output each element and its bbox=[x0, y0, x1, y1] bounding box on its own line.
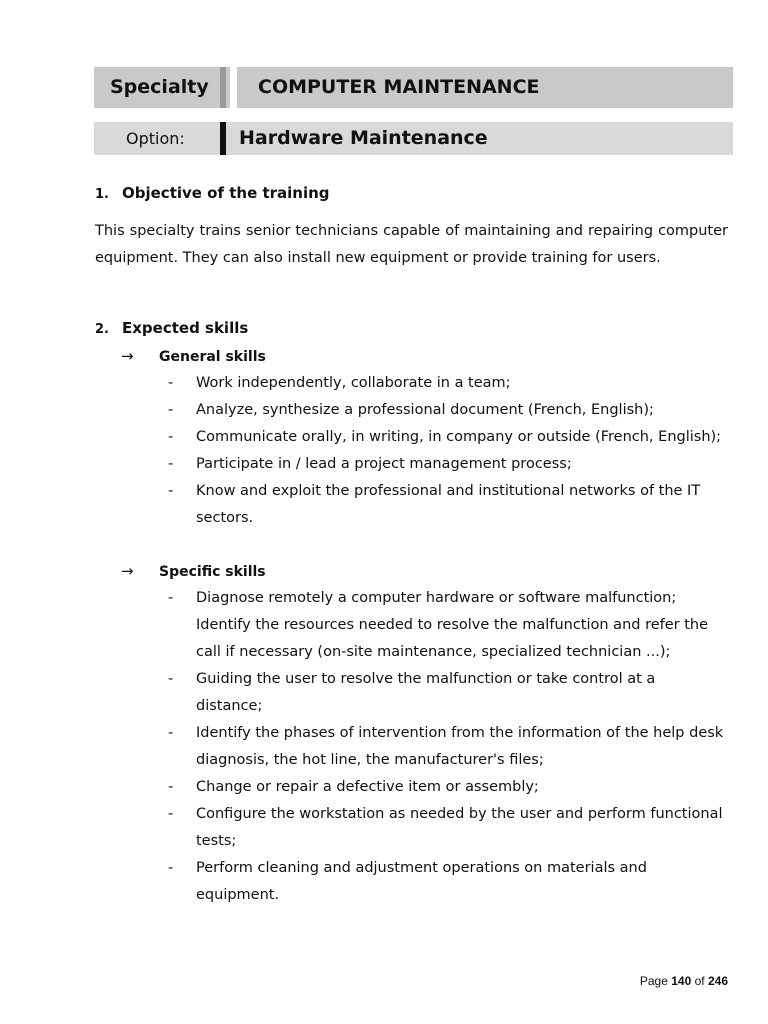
dash-bullet: - bbox=[168, 779, 174, 795]
list-item: - Participate in / lead a project management process; bbox=[0, 451, 726, 478]
objective-paragraph: This specialty trains senior technicians capable of maintaining and repairing computer equipment. They can also install new equipment or provide training for users. bbox=[95, 223, 728, 266]
list-item: - Identify the phases of intervention from the information of the help desk diagnosis, the hot line, the manufacturer's files; bbox=[0, 720, 726, 774]
section-skills-heading bbox=[95, 319, 248, 337]
specific-skills-list bbox=[0, 585, 726, 909]
dash-bullet: - bbox=[168, 375, 174, 391]
specialty-label: Specialty bbox=[110, 76, 209, 98]
dash-bullet: - bbox=[168, 456, 174, 472]
dash-bullet: - bbox=[168, 860, 174, 876]
list-item: - Analyze, synthesize a professional document (French, English); bbox=[0, 397, 726, 424]
option-divider bbox=[220, 122, 226, 155]
page-word: Page bbox=[639, 974, 668, 988]
general-skills-heading bbox=[121, 347, 266, 365]
dash-bullet: - bbox=[168, 590, 174, 606]
list-item: - Guiding the user to resolve the malfunction or take control at a distance; bbox=[0, 666, 726, 720]
general-skills-list bbox=[0, 370, 726, 532]
dash-bullet: - bbox=[168, 429, 174, 445]
list-item: - Work independently, collaborate in a team; bbox=[0, 370, 726, 397]
list-item: - Configure the workstation as needed by the user and perform functional tests; bbox=[0, 801, 726, 855]
list-item: - Perform cleaning and adjustment operations on materials and equipment. bbox=[0, 855, 726, 909]
dash-bullet: - bbox=[168, 725, 174, 741]
section-objective-heading bbox=[95, 184, 330, 202]
general-skills-title: General skills bbox=[159, 349, 266, 365]
page-number: 140 bbox=[671, 974, 692, 988]
page-footer bbox=[640, 974, 728, 988]
option-title: Hardware Maintenance bbox=[239, 127, 488, 149]
list-item: - Communicate orally, in writing, in company or outside (French, English); bbox=[0, 424, 726, 451]
total-pages: 246 bbox=[707, 974, 728, 988]
specific-skills-title: Specific skills bbox=[159, 564, 266, 580]
section-number: 1. bbox=[95, 187, 109, 202]
specialty-title: COMPUTER MAINTENANCE bbox=[258, 76, 540, 98]
dash-bullet: - bbox=[168, 671, 174, 687]
option-label: Option: bbox=[126, 129, 185, 148]
dash-bullet: - bbox=[168, 483, 174, 499]
of-word: of bbox=[694, 974, 705, 988]
dash-bullet: - bbox=[168, 806, 174, 822]
section-title: Objective of the training bbox=[122, 184, 330, 202]
arrow-icon: → bbox=[121, 562, 134, 580]
section-title: Expected skills bbox=[122, 319, 249, 337]
banner-divider bbox=[220, 67, 226, 108]
list-item: - Know and exploit the professional and institutional networks of the IT sectors. bbox=[0, 478, 726, 532]
option-banner bbox=[94, 122, 733, 155]
specific-skills-heading bbox=[121, 562, 266, 580]
dash-bullet: - bbox=[168, 402, 174, 418]
specialty-banner bbox=[94, 67, 733, 108]
section-number: 2. bbox=[95, 322, 109, 337]
arrow-icon: → bbox=[121, 347, 134, 365]
banner-divider-gap bbox=[230, 67, 237, 108]
list-item: - Change or repair a defective item or assembly; bbox=[0, 774, 726, 801]
list-item: - Diagnose remotely a computer hardware or software malfunction; Identify the resources needed to resolve the malfunction and refer the call if necessary (on-site maintenance, specialized technician ...); bbox=[0, 585, 726, 666]
